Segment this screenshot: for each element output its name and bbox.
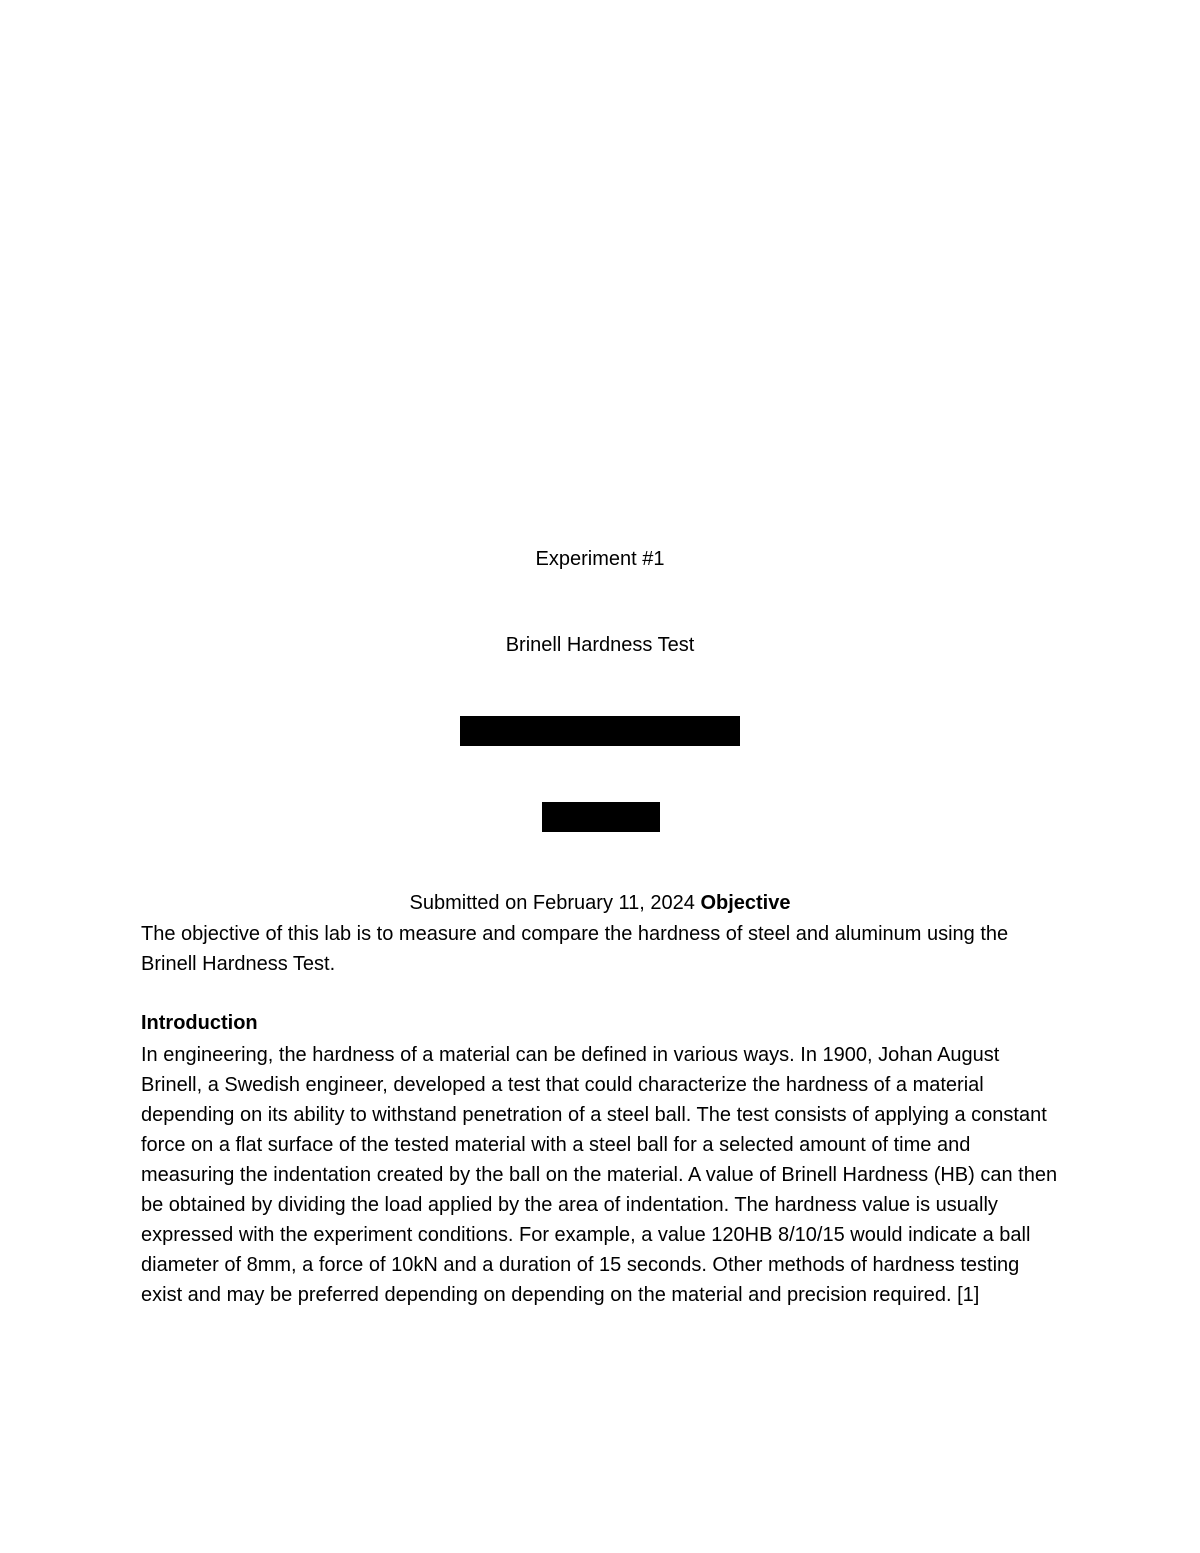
redacted-author-name bbox=[460, 716, 740, 746]
introduction-text: In engineering, the hardness of a material can be defined in various ways. In 1900, Johan August Brinell, a Swedish engineer, developed a test that could characterize the hardness of a material depending on its ability to withstand penetration of a steel ball. The test consists of applying a constant force on a flat surface of the tested material with a steel ball for a selected amount of time and measuring the indentation created by the ball on the material. A value of Brinell Hardness (HB) can then be obtained by dividing the load applied by the area of indentation. The hardness value is usually expressed with the experiment conditions. For example, a value 120HB 8/10/15 would indicate a ball diameter of 8mm, a force of 10kN and a duration of 15 seconds. Other methods of hardness testing exist and may be preferred depending on depending on the material and precision required. [1] bbox=[141, 1044, 1058, 1306]
experiment-label: Experiment #1 bbox=[535, 548, 665, 570]
introduction-heading: Introduction bbox=[141, 1012, 258, 1034]
redacted-id bbox=[542, 802, 660, 832]
objective-heading: Objective bbox=[700, 892, 791, 914]
objective-section bbox=[141, 919, 1061, 979]
objective-text: The objective of this lab is to measure and compare the hardness of steel and aluminum using the Brinell Hardness Test. bbox=[141, 923, 1009, 975]
submitted-date: Submitted on February 11, 2024 bbox=[409, 892, 695, 914]
document-title: Brinell Hardness Test bbox=[505, 634, 695, 656]
introduction-section bbox=[141, 1040, 1061, 1310]
submitted-line bbox=[0, 890, 1200, 916]
